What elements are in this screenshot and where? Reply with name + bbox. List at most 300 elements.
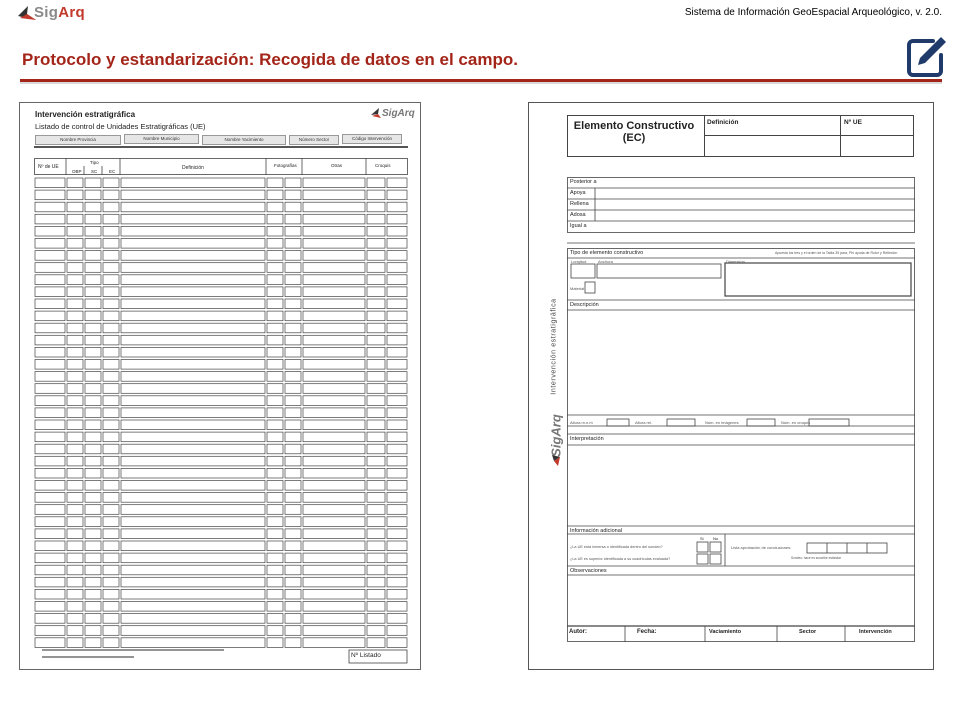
ue-table-cell — [267, 420, 283, 430]
ue-table-cell — [35, 239, 65, 249]
ue-table-cell — [387, 505, 407, 515]
ue-table-cell — [85, 553, 101, 563]
ue-table-cell — [85, 456, 101, 466]
ue-table-cell — [67, 408, 83, 418]
ue-table-cell — [387, 444, 407, 454]
ec-body-table — [567, 248, 915, 643]
ue-table-cell — [285, 614, 301, 624]
ue-table-cell — [35, 299, 65, 309]
footer-autor: Autor: — [569, 629, 587, 635]
ue-table-cell — [303, 384, 365, 394]
sigarq-logo — [34, 4, 85, 21]
ue-table-cell — [267, 214, 283, 224]
ue-table-cell — [267, 481, 283, 491]
rel-igual: Igual a — [570, 223, 587, 229]
ue-table-cell — [367, 239, 385, 249]
ue-table-cell — [387, 251, 407, 261]
ue-table-cell — [103, 299, 119, 309]
ue-table-cell — [103, 190, 119, 200]
ue-table-cell — [285, 239, 301, 249]
ue-table-cell — [121, 626, 265, 636]
sigarq-logo-icon — [550, 453, 564, 467]
ue-table-cell — [285, 553, 301, 563]
ue-table-cell — [121, 432, 265, 442]
sec-interpretacion: Interpretación — [570, 436, 604, 442]
ue-table-cell — [285, 335, 301, 345]
ue-table-cell — [387, 226, 407, 236]
ue-table-cell — [285, 408, 301, 418]
ue-table-cell — [103, 251, 119, 261]
ue-table-cell — [85, 335, 101, 345]
ue-table-cell — [67, 311, 83, 321]
ue-table-cell — [121, 202, 265, 212]
ue-table-cell — [35, 178, 65, 188]
ue-table-cell — [267, 311, 283, 321]
ue-table-cell — [267, 372, 283, 382]
ue-table-cell — [367, 226, 385, 236]
ue-table-cell — [103, 311, 119, 321]
ue-table-cell — [121, 565, 265, 575]
ue-table-cell — [267, 226, 283, 236]
ue-table-cell — [303, 335, 365, 345]
tag-yacimiento: Nombre Yacimiento — [202, 135, 286, 145]
ue-table-cell — [267, 384, 283, 394]
ue-table-cell — [103, 323, 119, 333]
ue-table-cell — [67, 577, 83, 587]
ue-table-cell — [303, 311, 365, 321]
logo-text-sig: Sig — [34, 4, 59, 21]
ue-table-cell — [303, 493, 365, 503]
ue-table-cell — [121, 360, 265, 370]
ue-table-cell — [387, 577, 407, 587]
ue-table-cell — [387, 263, 407, 273]
ue-table-cell — [103, 372, 119, 382]
ue-table-cell — [35, 529, 65, 539]
ue-table-cell — [35, 347, 65, 357]
side-logo: SigArq — [548, 414, 564, 457]
ue-table-cell — [85, 190, 101, 200]
ue-table-cell — [285, 178, 301, 188]
sec-info: Información adicional — [570, 528, 622, 534]
ue-table-cell — [285, 444, 301, 454]
ue-table-cell — [67, 226, 83, 236]
ue-table-cell — [303, 444, 365, 454]
pencil-edit-icon[interactable] — [903, 33, 949, 79]
tipo-sub-longitud: Longitud — [571, 259, 587, 264]
ue-table-cell — [387, 323, 407, 333]
ue-table-cell — [85, 360, 101, 370]
ue-table-cell — [367, 347, 385, 357]
ue-table-cell — [35, 626, 65, 636]
info-right-note: Sondeo: hace es suscribe estándar — [791, 556, 841, 560]
ue-table-cell — [367, 178, 385, 188]
col-fotografias: Fotografías — [274, 163, 297, 168]
ue-table-cell — [285, 432, 301, 442]
ue-table-cell — [35, 251, 65, 261]
ue-table-cell — [285, 323, 301, 333]
rel-adosa: Adosa — [570, 212, 586, 218]
ue-table-cell — [387, 432, 407, 442]
ue-table-cell — [103, 553, 119, 563]
ue-table-cell — [67, 372, 83, 382]
ue-table-cell — [85, 372, 101, 382]
ue-table-cell — [285, 251, 301, 261]
ue-table-cell — [267, 408, 283, 418]
info-col-si: Si — [700, 536, 704, 541]
col-otras: Otras — [331, 163, 343, 168]
ue-table-cell — [285, 360, 301, 370]
ue-table-cell — [103, 529, 119, 539]
ue-table-cell — [387, 335, 407, 345]
ue-table-cell — [121, 517, 265, 527]
ue-table-cell — [121, 493, 265, 503]
ue-table-cell — [35, 577, 65, 587]
ue-table-cell — [285, 505, 301, 515]
ue-table-cell — [367, 553, 385, 563]
ue-table-cell — [67, 589, 83, 599]
ue-table-cell — [267, 251, 283, 261]
ue-table-cell — [121, 299, 265, 309]
ue-table-cell — [35, 214, 65, 224]
ue-table-cell — [285, 468, 301, 478]
ue-table-cell — [285, 311, 301, 321]
ue-table-cell — [103, 420, 119, 430]
ue-table-cell — [387, 565, 407, 575]
ue-table-cell — [103, 396, 119, 406]
ec-title: Elemento Constructivo (EC) — [573, 120, 695, 144]
ue-table-cell — [267, 360, 283, 370]
ue-table-cell — [267, 190, 283, 200]
ue-table-cell — [67, 287, 83, 297]
ue-table-cell — [367, 432, 385, 442]
ue-table-cell — [267, 493, 283, 503]
ue-table-cell — [85, 275, 101, 285]
cota-altura: Altura m.n.m — [570, 420, 593, 425]
ue-table-cell — [121, 444, 265, 454]
ue-table-cell — [103, 493, 119, 503]
ue-table-cell — [67, 444, 83, 454]
ue-table-cell — [285, 529, 301, 539]
ue-table-cell — [121, 468, 265, 478]
ue-table-cell — [67, 493, 83, 503]
ue-table-cell — [67, 323, 83, 333]
ue-table-cell — [303, 347, 365, 357]
ue-table-cell — [121, 214, 265, 224]
ue-table-cell — [35, 614, 65, 624]
ue-table-cell — [121, 226, 265, 236]
ue-table-cell — [303, 456, 365, 466]
ue-table-cell — [267, 505, 283, 515]
tipo-box-material: Material — [570, 286, 585, 291]
ue-table-cell — [285, 287, 301, 297]
ue-table-cell — [85, 468, 101, 478]
ue-table-cell — [103, 541, 119, 551]
ue-table-cell — [367, 287, 385, 297]
ue-table-cell — [35, 481, 65, 491]
ue-table-cell — [85, 251, 101, 261]
ue-table-cell — [35, 190, 65, 200]
elemento-constructivo-form — [528, 102, 934, 670]
ue-table-cell — [35, 468, 65, 478]
footer-sector: Sector — [799, 629, 817, 635]
ue-table-cell — [303, 178, 365, 188]
ue-table-cell — [85, 589, 101, 599]
ue-table-cell — [103, 347, 119, 357]
ue-table-cell — [85, 493, 101, 503]
ue-table-cell — [387, 602, 407, 612]
ec-header-divider — [704, 115, 705, 157]
ue-table-cell — [267, 396, 283, 406]
tag-municipio: Nombre Municipio — [124, 134, 199, 144]
ue-table-cell — [85, 408, 101, 418]
ue-table-cell — [67, 275, 83, 285]
ue-table-cell — [35, 263, 65, 273]
ue-table-cell — [35, 335, 65, 345]
ue-table-cell — [267, 178, 283, 188]
ue-table-cell — [267, 444, 283, 454]
ue-table-cell — [303, 420, 365, 430]
ue-table-cell — [367, 275, 385, 285]
ue-table-cell — [103, 214, 119, 224]
ue-table-cell — [85, 481, 101, 491]
info-right: Lista aprobación de conclusiones: — [731, 545, 792, 550]
ue-table-cell — [387, 626, 407, 636]
ue-table-cell — [121, 541, 265, 551]
rel-apoya: Apoya — [570, 190, 586, 196]
ec-header-hline — [704, 135, 914, 136]
footer-fecha: Fecha: — [637, 629, 657, 635]
ue-table-cell — [85, 541, 101, 551]
ue-table-cell — [35, 432, 65, 442]
ue-table-cell — [367, 529, 385, 539]
ue-table-cell — [387, 420, 407, 430]
ue-table-cell — [121, 384, 265, 394]
ue-table-cell — [121, 287, 265, 297]
ue-table-cell — [285, 541, 301, 551]
ue-table-cell — [67, 505, 83, 515]
ue-table-cell — [35, 541, 65, 551]
ue-table-cell — [387, 408, 407, 418]
ue-table-cell — [387, 481, 407, 491]
ue-table-cell — [85, 178, 101, 188]
ue-table-cell — [387, 275, 407, 285]
ue-table-cell — [67, 190, 83, 200]
ue-table-cell — [285, 481, 301, 491]
ue-table-cell — [285, 372, 301, 382]
ue-table-cell — [85, 420, 101, 430]
ue-table-cell — [103, 456, 119, 466]
form-left-subtitle: Listado de control de Unidades Estratigráficas (UE) — [35, 122, 206, 131]
ue-table-cell — [103, 384, 119, 394]
ue-table-cell — [267, 239, 283, 249]
ec-nue-label: Nº UE — [844, 119, 862, 126]
footer-n-listado: Nº Listado — [351, 652, 381, 659]
ue-table-cell — [85, 529, 101, 539]
ue-table-cell — [85, 311, 101, 321]
ue-table-cell — [387, 468, 407, 478]
ue-table-cell — [303, 481, 365, 491]
ue-table-cell — [367, 311, 385, 321]
ue-table-cell — [387, 214, 407, 224]
ue-table-cell — [367, 263, 385, 273]
col-ec: EC — [109, 169, 116, 174]
ue-table-cell — [35, 408, 65, 418]
ue-table-cell — [85, 323, 101, 333]
ec-header-divider2 — [840, 115, 841, 157]
sec-tipo: Tipo de elemento constructivo — [570, 250, 644, 256]
rel-posterior: Posterior a — [570, 179, 597, 185]
ue-table-cell — [67, 335, 83, 345]
ue-table-cell — [85, 444, 101, 454]
cota-altura-rel: Altura rel. — [635, 420, 653, 425]
ue-table-cell — [267, 468, 283, 478]
ue-table-cell — [267, 541, 283, 551]
ue-table-cell — [85, 202, 101, 212]
ue-table-grid — [34, 158, 408, 648]
ue-table-cell — [387, 299, 407, 309]
ue-table-cell — [67, 614, 83, 624]
ue-table-cell — [387, 239, 407, 249]
ue-table-cell — [103, 626, 119, 636]
title-rule-shadow — [20, 82, 942, 84]
ue-table-cell — [367, 335, 385, 345]
ue-table-cell — [35, 602, 65, 612]
ue-table-cell — [67, 251, 83, 261]
ue-table-cell — [35, 360, 65, 370]
ue-table-cell — [67, 263, 83, 273]
ue-table-cell — [67, 541, 83, 551]
ue-table-cell — [367, 214, 385, 224]
side-text-intervencion: Intervención estratigráfica — [550, 298, 558, 395]
ue-table-cell — [85, 602, 101, 612]
ue-table-cell — [67, 299, 83, 309]
ue-table-cell — [303, 263, 365, 273]
col-sc: SC — [91, 169, 98, 174]
form-left-logo: SigArq — [382, 108, 415, 119]
ue-table-cell — [303, 408, 365, 418]
ue-table-cell — [285, 396, 301, 406]
ue-table-cell — [121, 614, 265, 624]
ue-table-cell — [387, 529, 407, 539]
ue-table-cell — [267, 202, 283, 212]
ue-table-cell — [103, 602, 119, 612]
col-nue: Nº de UE — [38, 164, 59, 170]
ue-table-cell — [285, 493, 301, 503]
ue-table-cell — [303, 602, 365, 612]
ue-table-cell — [303, 517, 365, 527]
ue-table-cell — [121, 589, 265, 599]
ue-table-cell — [387, 493, 407, 503]
ue-table-cell — [303, 589, 365, 599]
ue-table-cell — [367, 577, 385, 587]
ue-table-cell — [67, 202, 83, 212]
ue-table-cell — [285, 420, 301, 430]
system-title: Sistema de Información GeoEspacial Arqueológico, v. 2.0. — [684, 7, 942, 18]
ue-table-cell — [285, 384, 301, 394]
ue-table-cell — [267, 432, 283, 442]
ue-table-cell — [303, 372, 365, 382]
ue-table-cell — [35, 384, 65, 394]
ue-table-cell — [67, 626, 83, 636]
ue-table-cell — [367, 299, 385, 309]
col-tipo: Tipo — [90, 160, 99, 165]
ue-table-cell — [303, 239, 365, 249]
ue-table-cell — [121, 347, 265, 357]
ue-table-cell — [387, 311, 407, 321]
ue-table-cell — [285, 602, 301, 612]
form-left-rule — [34, 146, 408, 148]
ue-table-cell — [367, 360, 385, 370]
ue-table-cell — [387, 384, 407, 394]
ue-table-cell — [285, 202, 301, 212]
ue-table-cell — [367, 323, 385, 333]
ue-table-cell — [121, 553, 265, 563]
tag-sector: Número Sector — [289, 135, 339, 145]
ue-table-cell — [303, 323, 365, 333]
ue-table-cell — [35, 275, 65, 285]
ue-table-cell — [285, 577, 301, 587]
sigarq-logo-icon — [370, 107, 382, 121]
ue-table-cell — [103, 178, 119, 188]
footer-vaciamiento: Vaciamiento — [709, 629, 742, 635]
ue-table-cell — [121, 456, 265, 466]
ue-table-cell — [103, 589, 119, 599]
ue-table-cell — [367, 493, 385, 503]
ue-table-cell — [67, 456, 83, 466]
ue-table-cell — [303, 553, 365, 563]
ue-table-cell — [267, 577, 283, 587]
ue-table-cell — [67, 529, 83, 539]
ue-table-cell — [267, 529, 283, 539]
ue-table-cell — [387, 541, 407, 551]
ue-table-cell — [35, 505, 65, 515]
ue-table-cell — [121, 311, 265, 321]
ue-table-cell — [367, 444, 385, 454]
ue-table-cell — [35, 202, 65, 212]
ue-table-cell — [85, 384, 101, 394]
ue-table-cell — [35, 589, 65, 599]
ue-table-cell — [67, 420, 83, 430]
ue-table-cell — [285, 517, 301, 527]
ue-table-cell — [121, 323, 265, 333]
ue-table-cell — [367, 202, 385, 212]
ue-table-cell — [303, 214, 365, 224]
ue-table-cell — [85, 517, 101, 527]
ue-table-cell — [387, 517, 407, 527]
ue-table-cell — [387, 287, 407, 297]
ue-table-cell — [103, 287, 119, 297]
ue-table-cell — [303, 577, 365, 587]
col-croquis: Croquis — [375, 163, 391, 168]
ue-table-cell — [121, 335, 265, 345]
ue-table-cell — [303, 396, 365, 406]
ue-table-cell — [303, 299, 365, 309]
ue-table-cell — [121, 420, 265, 430]
col-obp: OBP — [72, 169, 82, 174]
ue-table-cell — [367, 481, 385, 491]
ue-table-cell — [387, 190, 407, 200]
ue-table-cell — [303, 432, 365, 442]
ue-table-cell — [85, 239, 101, 249]
ue-table-cell — [267, 299, 283, 309]
ue-table-cell — [121, 529, 265, 539]
form-left-title: Intervención estratigráfica — [35, 110, 136, 119]
ue-table-cell — [303, 541, 365, 551]
footer-intervencion: Intervención — [859, 629, 892, 635]
ue-table-cell — [35, 444, 65, 454]
ue-table-cell — [35, 493, 65, 503]
ue-table-cell — [367, 372, 385, 382]
